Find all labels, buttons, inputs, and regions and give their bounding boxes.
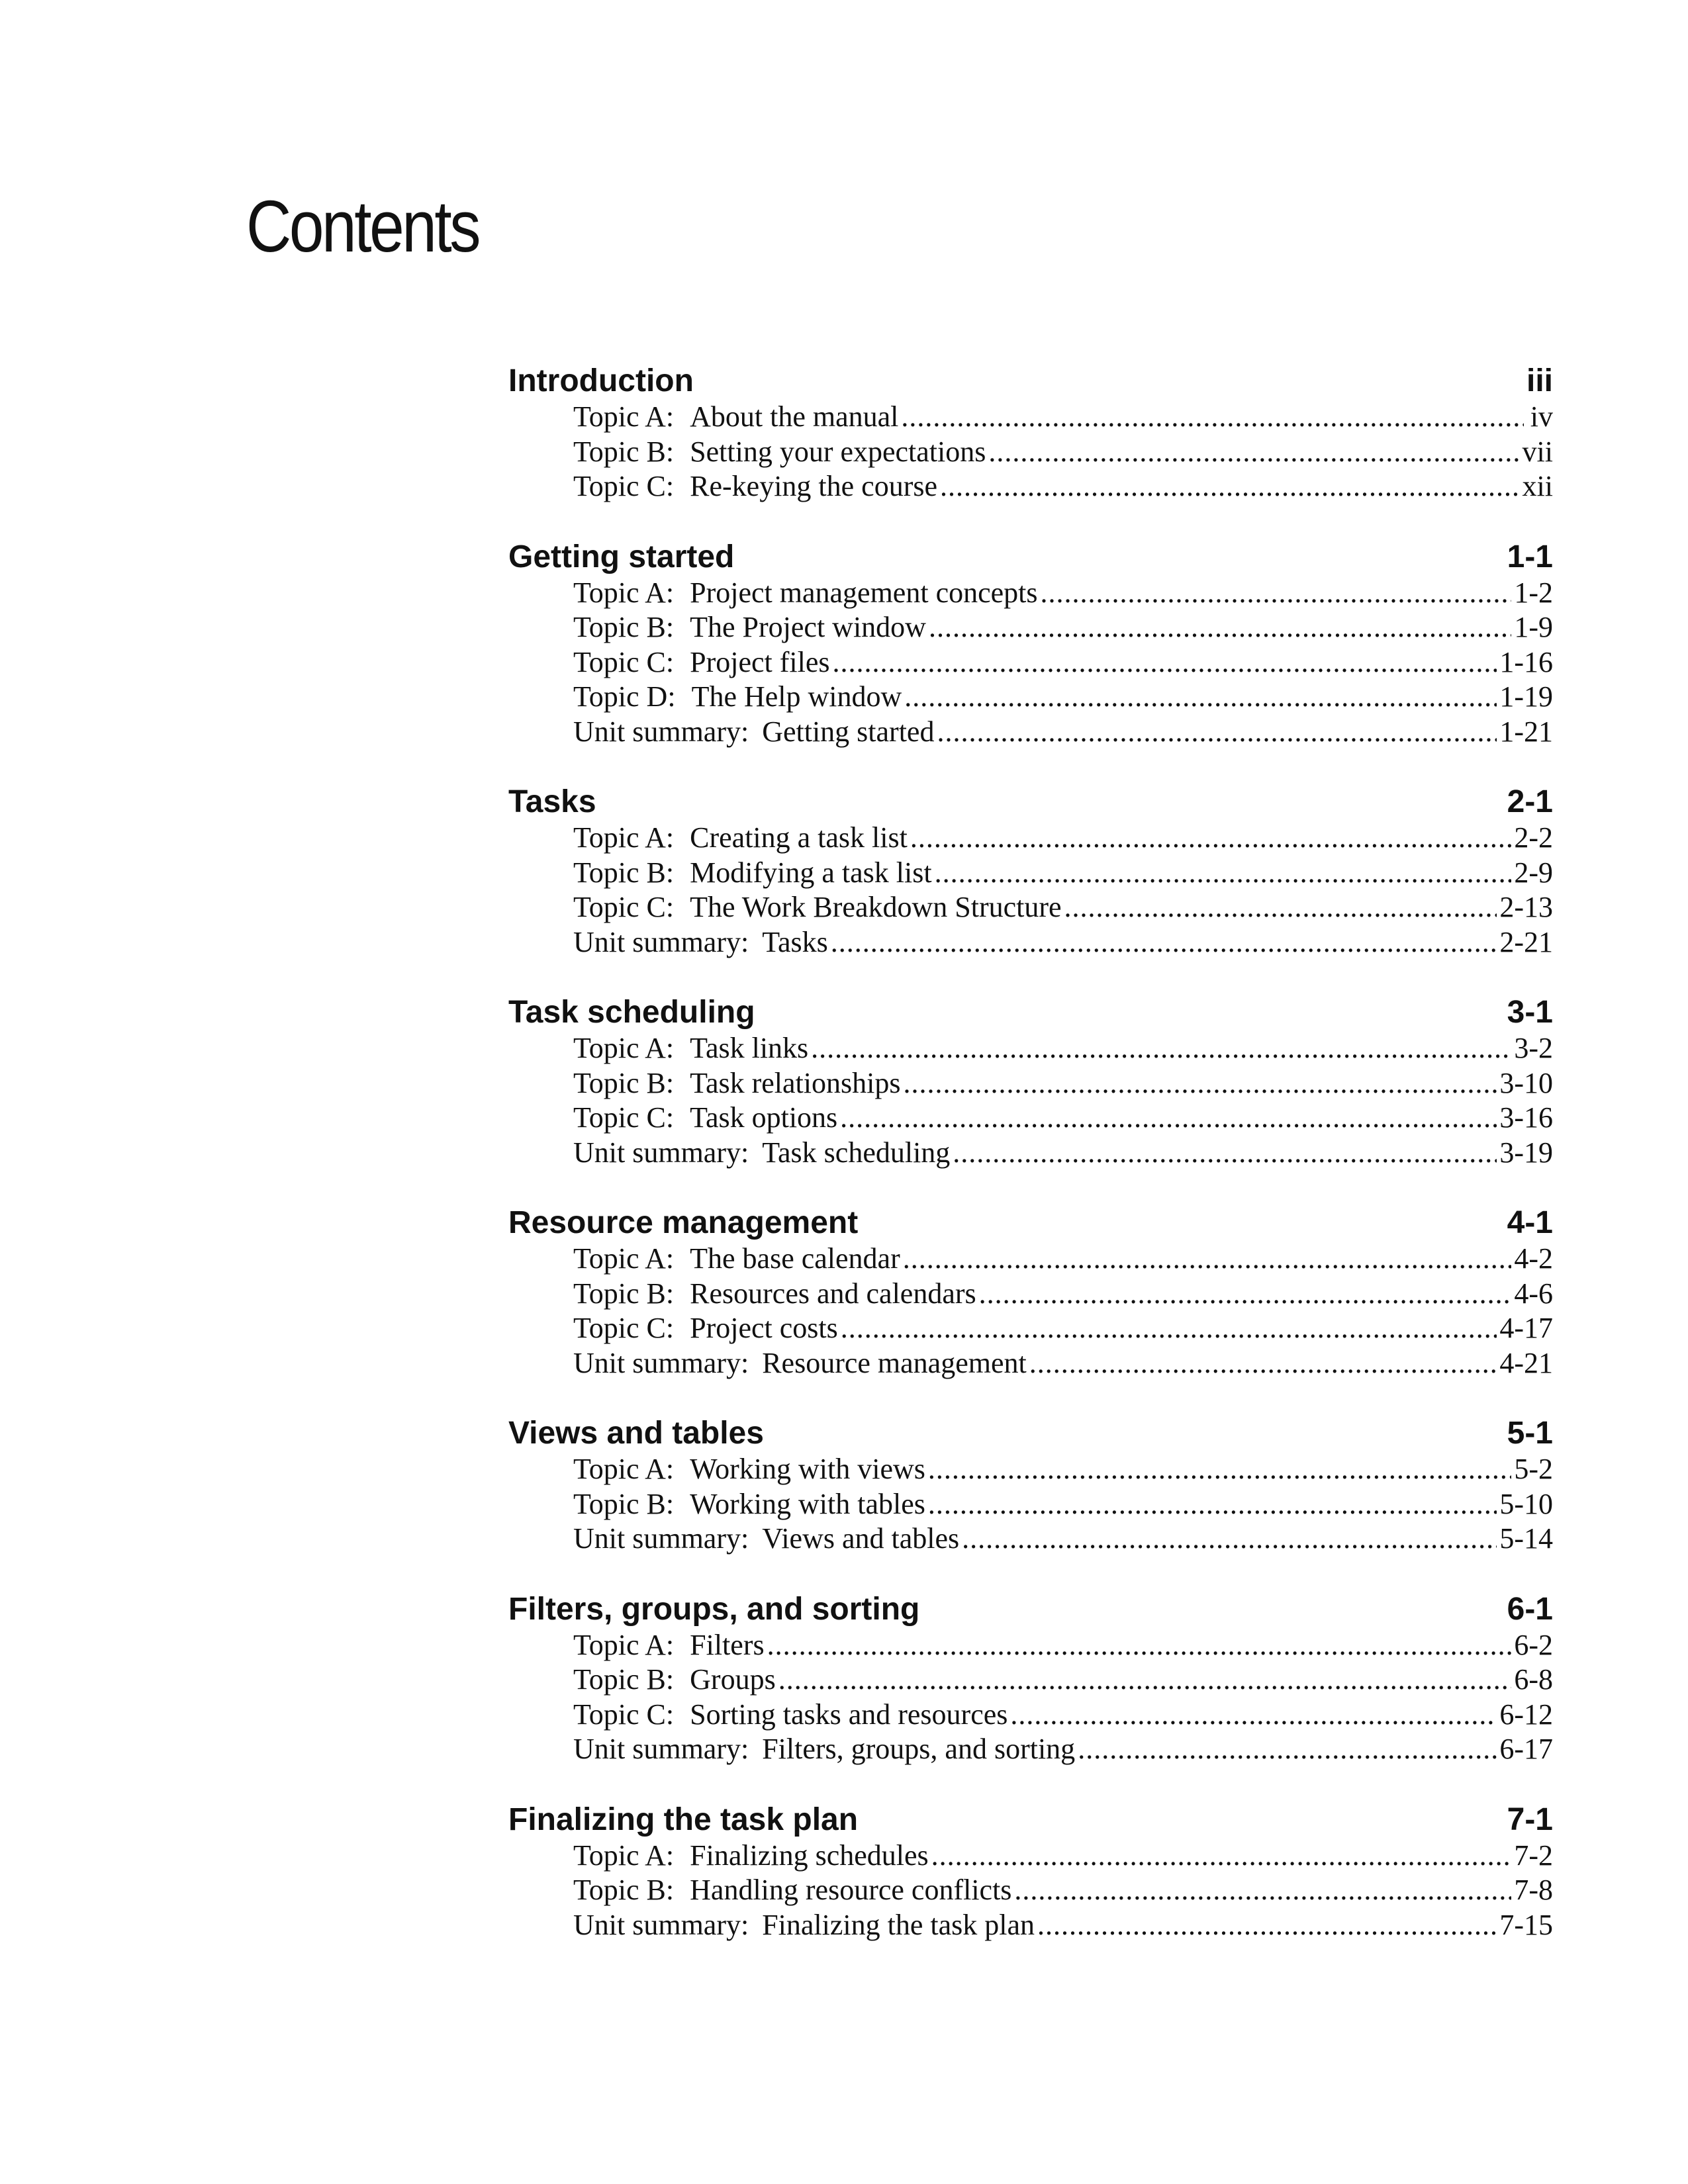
entry-label: Topic C:: [573, 891, 675, 923]
dot-leader: [910, 821, 1511, 856]
entry-page-number: iv: [1530, 400, 1553, 433]
unit-title: Views and tables: [508, 1416, 764, 1451]
dot-leader: [767, 1628, 1512, 1663]
toc-unit: [508, 539, 1553, 750]
entry-label: Topic B:: [573, 856, 675, 889]
entry-title: Task relationships: [690, 1066, 901, 1099]
dot-leader: [988, 435, 1519, 470]
entry-label: Topic C:: [573, 1101, 675, 1134]
dot-leader: [903, 1066, 1497, 1101]
toc-entry[interactable]: [573, 576, 1553, 611]
dot-leader: [1010, 1698, 1497, 1733]
toc-unit: [508, 1801, 1553, 1943]
toc-unit: [508, 1591, 1553, 1767]
entry-title: Project management concepts: [690, 576, 1038, 609]
unit-page-number: 1-1: [1507, 539, 1553, 574]
toc-entry[interactable]: [573, 1452, 1553, 1487]
entry-title: About the manual: [690, 400, 899, 433]
entry-title: Project files: [690, 645, 830, 678]
entry-page-number: 3-10: [1499, 1066, 1553, 1099]
dot-leader: [778, 1662, 1512, 1698]
dot-leader: [811, 1031, 1511, 1066]
entry-page-number: 2-21: [1499, 925, 1553, 958]
entry-title: Task scheduling: [762, 1136, 951, 1169]
entry-label: Topic A:: [573, 1628, 675, 1661]
entry-title: Working with tables: [690, 1487, 925, 1520]
entry-title: Filters, groups, and sorting: [762, 1733, 1076, 1765]
unit-page-number: 2-1: [1507, 784, 1553, 819]
entry-page-number: 3-19: [1499, 1136, 1553, 1169]
unit-page-number: 4-1: [1507, 1205, 1553, 1240]
dot-leader: [901, 400, 1524, 435]
entry-page-number: 5-10: [1499, 1487, 1553, 1520]
entry-page-number: 4-6: [1514, 1277, 1553, 1310]
toc-entry[interactable]: [573, 925, 1553, 960]
entry-title: Sorting tasks and resources: [690, 1698, 1008, 1731]
unit-title: Finalizing the task plan: [508, 1801, 859, 1837]
entry-label: Topic B:: [573, 435, 675, 468]
toc-entry[interactable]: [573, 1066, 1553, 1101]
entry-page-number: 1-2: [1514, 576, 1553, 609]
entry-title: Task options: [690, 1101, 838, 1134]
dot-leader: [931, 1839, 1512, 1874]
entry-label: Topic D:: [573, 680, 676, 713]
entry-page-number: 2-9: [1514, 856, 1553, 889]
dot-leader: [1029, 1346, 1497, 1381]
unit-title: Filters, groups, and sorting: [508, 1591, 920, 1627]
entry-label: Topic B:: [573, 611, 675, 643]
toc-unit: [508, 1205, 1553, 1381]
unit-page-number: iii: [1526, 363, 1553, 398]
unit-title: Tasks: [508, 784, 596, 819]
unit-page-number: 3-1: [1507, 995, 1553, 1030]
entry-page-number: 6-17: [1499, 1733, 1553, 1765]
unit-heading[interactable]: [508, 539, 1553, 576]
table-of-contents: [508, 363, 1553, 1977]
entry-page-number: 3-2: [1514, 1032, 1553, 1064]
dot-leader: [937, 715, 1497, 750]
entry-title: Tasks: [762, 925, 828, 958]
unit-title: Getting started: [508, 539, 735, 574]
entry-label: Topic A:: [573, 1839, 675, 1872]
entry-page-number: 1-19: [1499, 680, 1553, 713]
entry-title: Filters: [690, 1628, 765, 1661]
entry-label: Topic A:: [573, 1242, 675, 1275]
entry-label: Unit summary:: [573, 715, 749, 748]
entry-label: Unit summary:: [573, 1522, 749, 1555]
unit-page-number: 5-1: [1507, 1416, 1553, 1451]
dot-leader: [1037, 1908, 1497, 1943]
entry-label: Unit summary:: [573, 1733, 749, 1765]
toc-entry[interactable]: [573, 400, 1553, 435]
dot-leader: [979, 1277, 1512, 1312]
entry-label: Topic A:: [573, 576, 675, 609]
toc-entry[interactable]: [573, 1873, 1553, 1908]
entry-page-number: 6-12: [1499, 1698, 1553, 1731]
toc-entry[interactable]: [573, 610, 1553, 645]
entry-title: The base calendar: [690, 1242, 900, 1275]
entry-label: Topic B:: [573, 1066, 675, 1099]
unit-heading[interactable]: [508, 1801, 1553, 1839]
entry-label: Topic B:: [573, 1663, 675, 1696]
entry-title: The Work Breakdown Structure: [690, 891, 1062, 923]
entry-label: Topic A:: [573, 821, 675, 854]
entry-label: Topic C:: [573, 645, 675, 678]
entry-page-number: xii: [1522, 470, 1553, 502]
dot-leader: [928, 1452, 1511, 1487]
entry-title: Creating a task list: [690, 821, 908, 854]
entry-title: Re-keying the course: [690, 470, 938, 502]
dot-leader: [833, 645, 1497, 680]
toc-entry[interactable]: [573, 1487, 1553, 1522]
unit-heading[interactable]: [508, 994, 1553, 1031]
entry-page-number: 2-13: [1499, 891, 1553, 923]
unit-heading[interactable]: [508, 784, 1553, 821]
dot-leader: [953, 1136, 1497, 1171]
entry-label: Topic A:: [573, 1032, 675, 1064]
unit-page-number: 7-1: [1507, 1801, 1553, 1837]
toc-entry[interactable]: [573, 890, 1553, 925]
toc-entry[interactable]: [573, 821, 1553, 856]
toc-entry[interactable]: [573, 435, 1553, 470]
entry-page-number: 5-2: [1514, 1453, 1553, 1485]
entry-title: Project costs: [690, 1312, 838, 1344]
toc-unit: [508, 1415, 1553, 1557]
toc-entry[interactable]: [573, 1662, 1553, 1698]
entry-title: The Help window: [691, 680, 902, 713]
entry-label: Topic B:: [573, 1277, 675, 1310]
toc-entry[interactable]: [573, 715, 1553, 750]
entry-title: Task links: [690, 1032, 809, 1064]
toc-entry[interactable]: [573, 856, 1553, 891]
entry-page-number: 7-2: [1514, 1839, 1553, 1872]
entry-label: Topic B:: [573, 1874, 675, 1906]
entry-label: Topic C:: [573, 1698, 675, 1731]
unit-title: Task scheduling: [508, 995, 755, 1030]
entry-label: Topic B:: [573, 1487, 675, 1520]
entry-title: Resource management: [762, 1346, 1027, 1379]
unit-title: Introduction: [508, 363, 694, 398]
toc-unit: [508, 363, 1553, 504]
entry-title: Groups: [690, 1663, 776, 1696]
entry-title: Setting your expectations: [690, 435, 986, 468]
entry-page-number: 4-2: [1514, 1242, 1553, 1275]
entry-title: Modifying a task list: [690, 856, 932, 889]
entry-title: Finalizing schedules: [690, 1839, 929, 1872]
toc-entry[interactable]: [573, 1522, 1553, 1557]
entry-title: The Project window: [690, 611, 926, 643]
unit-heading[interactable]: [508, 1591, 1553, 1628]
dot-leader: [1064, 890, 1497, 925]
toc-entry[interactable]: [573, 1732, 1553, 1767]
entry-page-number: 1-16: [1499, 645, 1553, 678]
entry-title: Resources and calendars: [690, 1277, 976, 1310]
dot-leader: [1014, 1873, 1511, 1908]
toc-unit: [508, 994, 1553, 1170]
entry-title: Handling resource conflicts: [690, 1874, 1012, 1906]
entry-title: Views and tables: [762, 1522, 960, 1555]
entry-label: Topic A:: [573, 400, 675, 433]
entry-page-number: 7-15: [1499, 1908, 1553, 1941]
entry-page-number: 7-8: [1514, 1874, 1553, 1906]
toc-entry[interactable]: [573, 469, 1553, 504]
entry-title: Finalizing the task plan: [762, 1908, 1035, 1941]
toc-entry[interactable]: [573, 1628, 1553, 1663]
toc-entry[interactable]: [573, 1346, 1553, 1381]
unit-heading[interactable]: [508, 1205, 1553, 1242]
entry-page-number: 2-2: [1514, 821, 1553, 854]
entry-label: Topic A:: [573, 1453, 675, 1485]
toc-entry[interactable]: [573, 1277, 1553, 1312]
dot-leader: [928, 1487, 1497, 1522]
dot-leader: [940, 469, 1520, 504]
toc-entry[interactable]: [573, 1698, 1553, 1733]
entry-label: Unit summary:: [573, 925, 749, 958]
dot-leader: [1078, 1732, 1497, 1767]
entry-page-number: 6-8: [1514, 1663, 1553, 1696]
unit-page-number: 6-1: [1507, 1591, 1553, 1627]
entry-page-number: 1-21: [1499, 715, 1553, 748]
dot-leader: [1041, 576, 1512, 611]
toc-entry[interactable]: [573, 1242, 1553, 1277]
toc-entry[interactable]: [573, 1031, 1553, 1066]
entry-page-number: 6-2: [1514, 1628, 1553, 1661]
toc-entry[interactable]: [573, 1311, 1553, 1346]
entry-page-number: 3-16: [1499, 1101, 1553, 1134]
entry-page-number: 1-9: [1514, 611, 1553, 643]
unit-title: Resource management: [508, 1205, 859, 1240]
entry-label: Topic C:: [573, 470, 675, 502]
entry-page-number: 4-17: [1499, 1312, 1553, 1344]
entry-label: Topic C:: [573, 1312, 675, 1344]
dot-leader: [831, 925, 1497, 960]
dot-leader: [935, 856, 1512, 891]
toc-entry[interactable]: [573, 680, 1553, 715]
dot-leader: [962, 1522, 1497, 1557]
dot-leader: [904, 680, 1497, 715]
unit-heading[interactable]: [508, 1415, 1553, 1452]
dot-leader: [903, 1242, 1512, 1277]
toc-entry[interactable]: [573, 1101, 1553, 1136]
dot-leader: [929, 610, 1511, 645]
entry-title: Working with views: [690, 1453, 925, 1485]
entry-page-number: 4-21: [1499, 1346, 1553, 1379]
entry-page-number: 5-14: [1499, 1522, 1553, 1555]
toc-entry[interactable]: [573, 1136, 1553, 1171]
dot-leader: [840, 1101, 1497, 1136]
toc-entry[interactable]: [573, 645, 1553, 680]
toc-entry[interactable]: [573, 1839, 1553, 1874]
entry-label: Unit summary:: [573, 1346, 749, 1379]
unit-heading[interactable]: [508, 363, 1553, 400]
page-title: Contents: [246, 186, 479, 267]
entry-title: Getting started: [762, 715, 935, 748]
toc-unit: [508, 784, 1553, 960]
toc-entry[interactable]: [573, 1908, 1553, 1943]
entry-label: Unit summary:: [573, 1136, 749, 1169]
entry-page-number: vii: [1522, 435, 1553, 468]
dot-leader: [841, 1311, 1497, 1346]
entry-label: Unit summary:: [573, 1908, 749, 1941]
